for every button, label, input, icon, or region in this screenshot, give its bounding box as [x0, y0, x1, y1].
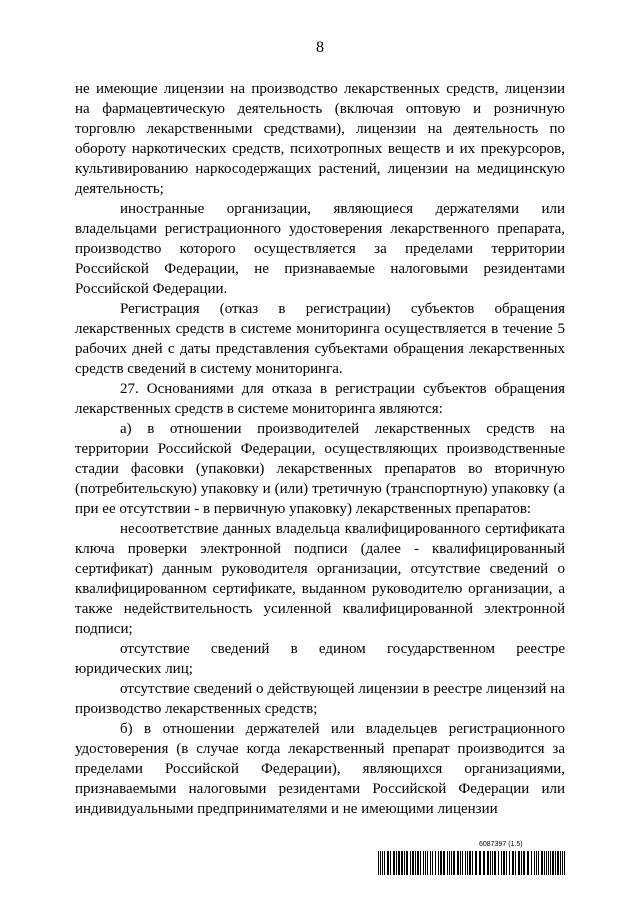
paragraph-6: несоответствие данных владельца квалифицированного сертификата ключа проверки электронной подписи (далее - квалифицированный сертификат) данным руководителя организации, отсутствие сведений о квалифицированном сертификате, выданном руководителю организации, а также недействительность усиленной квалифицированной электронной подписи;: [75, 521, 565, 637]
paragraph-9: б) в отношении держателей или владельцев регистрационного удостоверения (в случае когда лекарственный препарат производится за пределами Российской Федерации), являющихся организациями, признаваемыми налоговыми резидентами Российской Федерации или индивидуальными предпринимателями и не имеющими лицензии: [75, 721, 565, 817]
paragraph-2: иностранные организации, являющиеся держателями или владельцами регистрационного удостоверения лекарственного препарата, производство которого осуществляется за пределами территории Российской Федерации, не признаваемые налоговыми резидентами Российской Федерации.: [75, 201, 565, 297]
paragraph-3: Регистрация (отказ в регистрации) субъектов обращения лекарственных средств в системе мониторинга осуществляется в течение 5 рабочих дней с даты представления субъектами обращения лекарственных средств сведений в систему мониторинга.: [75, 301, 565, 377]
paragraph-5: а) в отношении производителей лекарственных средств на территории Российской Федерации, осуществляющих производственные стадии фасовки (упаковки) лекарственных препаратов во вторичную (потребительскую) упаковку и (или) третичную (транспортную) упаковку (а при ее отсутствии - в первичную упаковку) лекарственных препаратов:: [75, 421, 565, 517]
page-number: 8: [316, 39, 324, 56]
paragraph-4: 27. Основаниями для отказа в регистрации субъектов обращения лекарственных средств в системе мониторинга являются:: [75, 381, 565, 417]
document-code: 6087397 (1.5): [479, 841, 523, 848]
document-body: [75, 79, 565, 819]
barcode-image: [378, 851, 568, 875]
paragraph-8: отсутствие сведений о действующей лицензии в реестре лицензий на производство лекарственных средств;: [75, 681, 565, 717]
paragraph-1: не имеющие лицензии на производство лекарственных средств, лицензии на фармацевтическую деятельность (включая оптовую и розничную торговлю лекарственными средствами), лицензии на деятельность по обороту наркотических средств, психотропных веществ и их прекурсоров, культивированию наркосодержащих растений, лицензии на медицинскую деятельность;: [75, 81, 565, 197]
paragraph-7: отсутствие сведений в едином государственном реестре юридических лиц;: [75, 641, 565, 677]
